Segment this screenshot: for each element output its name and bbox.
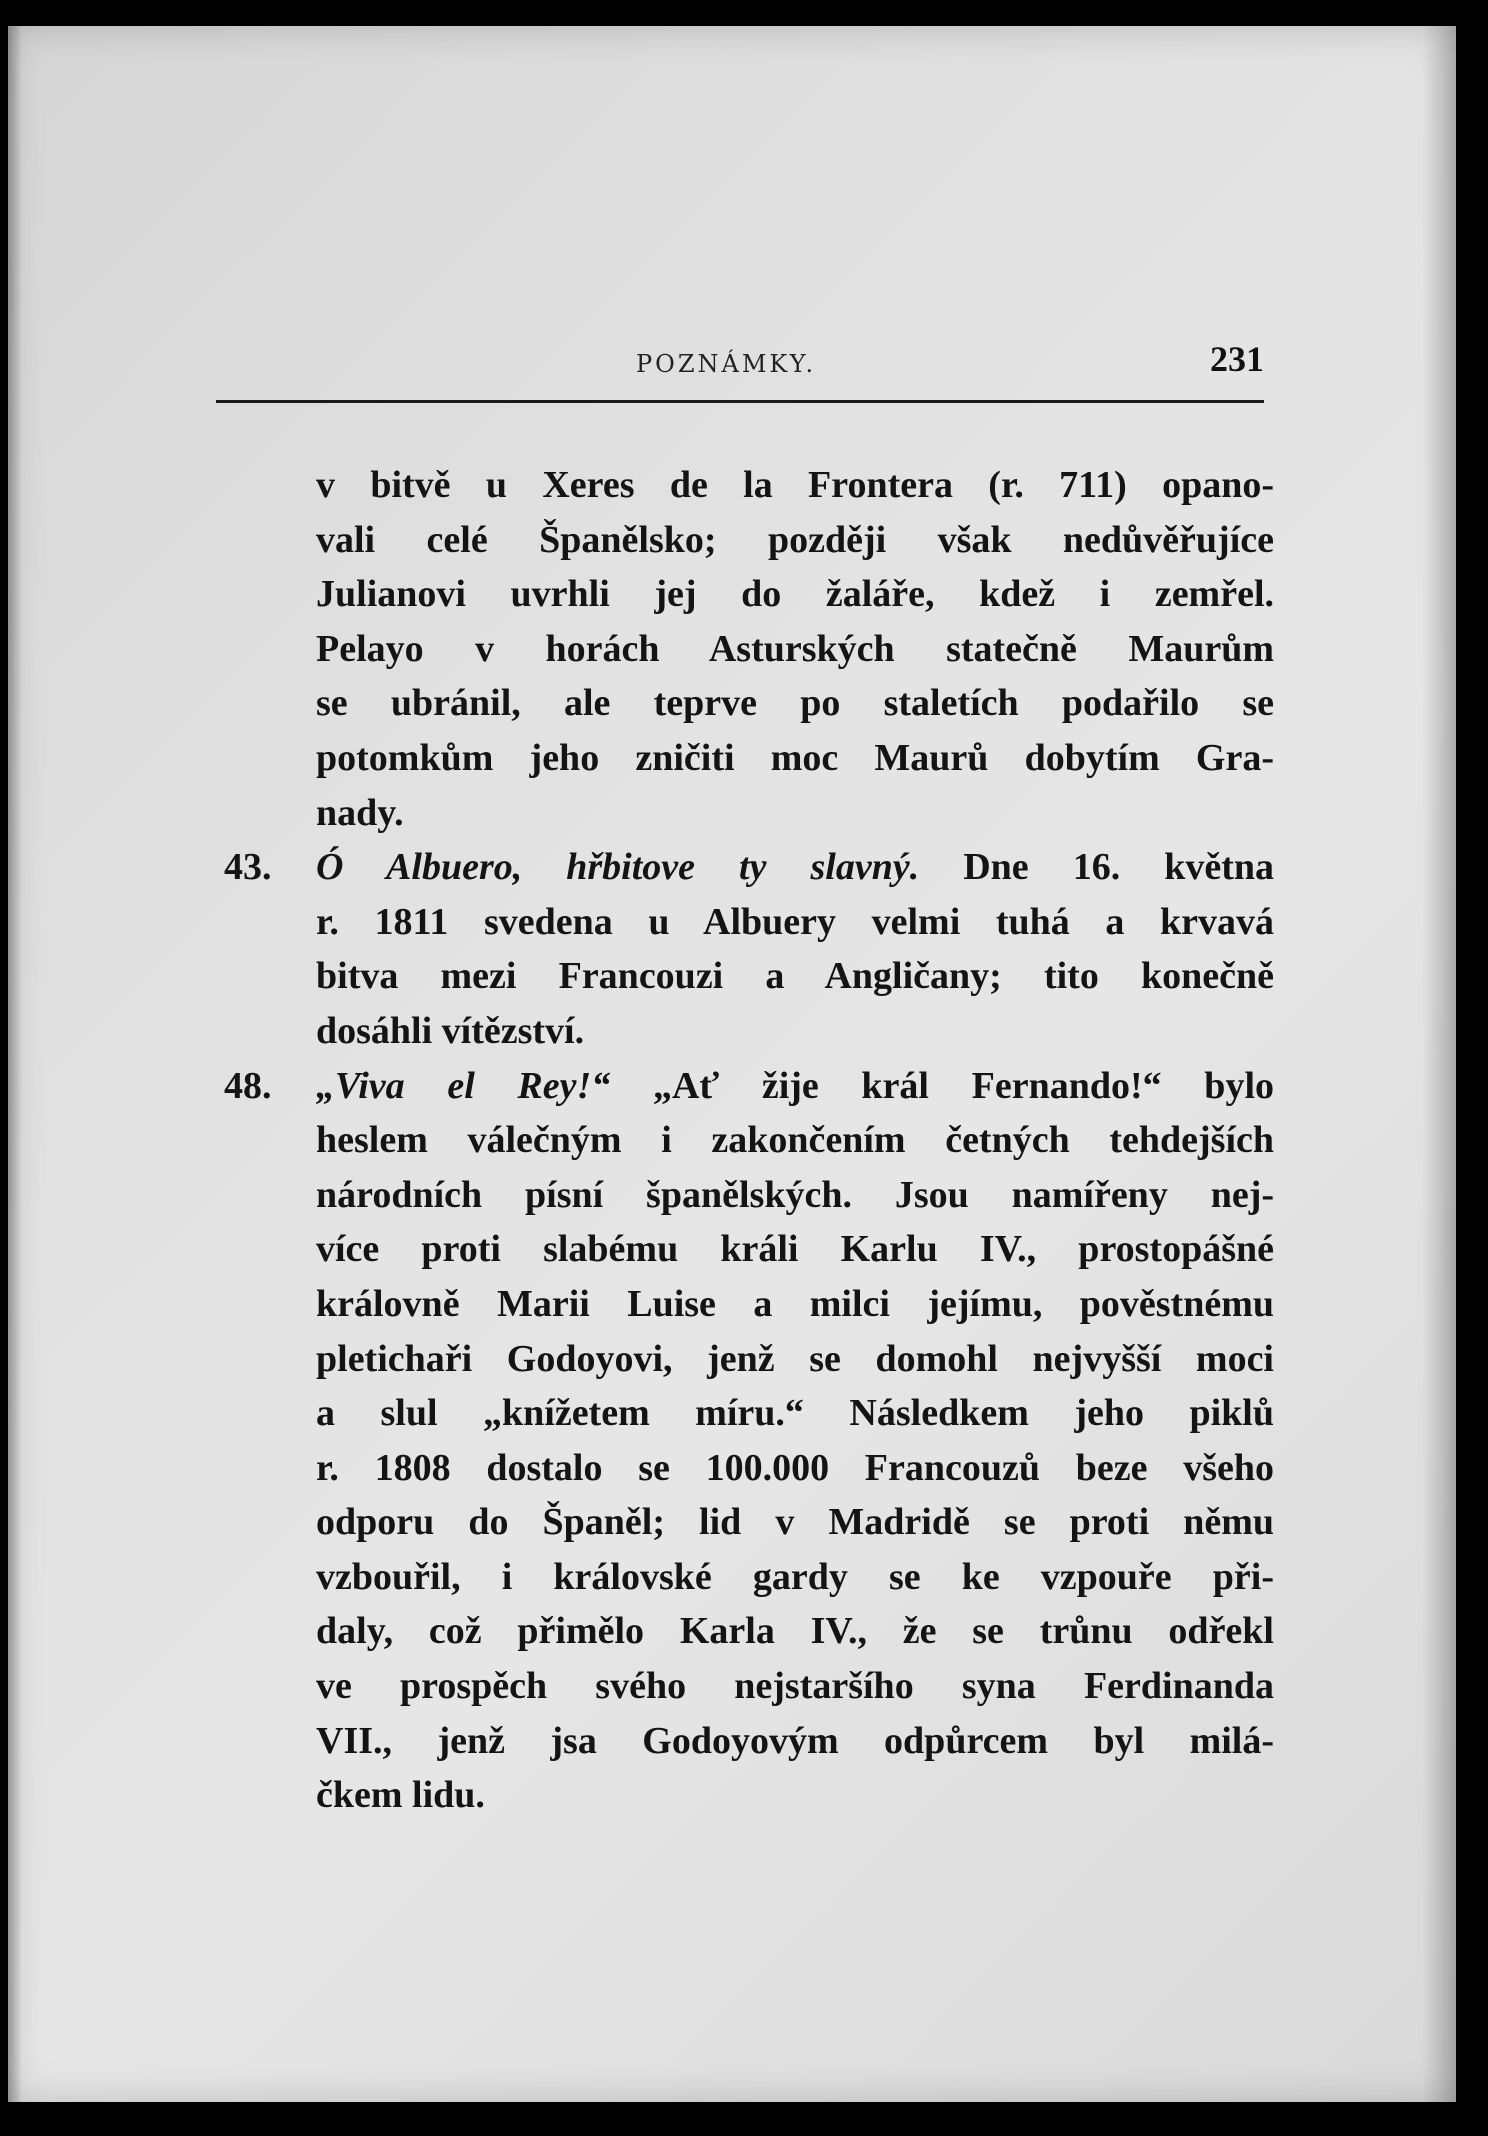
note-number: 43.	[224, 846, 272, 889]
note-48-first-line	[224, 1059, 1274, 1114]
notes-body	[224, 458, 1274, 1823]
note-lemma: Ó Albuero, hřbitove ty slavný.	[316, 846, 920, 889]
header-rule	[216, 400, 1264, 403]
text-line: Pelayo v horách Asturských statečně Maurům	[316, 627, 1274, 670]
page-right-edge	[1422, 26, 1456, 2102]
text-line: ve prospěch svého nejstaršího syna Ferdinanda	[316, 1665, 1274, 1708]
note-number: 48.	[224, 1064, 272, 1107]
text-line: čkem lidu.	[316, 1774, 485, 1817]
page-left-edge	[8, 26, 22, 2102]
text-line: heslem válečným i zakončením četných tehdejších	[316, 1119, 1274, 1162]
text-line: se ubránil, ale teprve po staletích podařilo se	[316, 682, 1274, 725]
text-line: více proti slabému králi Karlu IV., prostopášné	[316, 1228, 1274, 1271]
text-line: nady.	[316, 791, 404, 834]
text-line: královně Marii Luise a milci jejímu, pověstnému	[316, 1282, 1274, 1325]
note-lemma: „Viva el Rey!“	[316, 1064, 611, 1107]
text-line: r. 1811 svedena u Albuery velmi tuhá a krvavá	[316, 900, 1274, 943]
page-header	[216, 322, 1264, 382]
text-line: vali celé Španělsko; později však nedůvěřujíce	[316, 518, 1274, 561]
note-text: Dne 16. května	[963, 846, 1275, 889]
text-line: a slul „knížetem míru.“ Následkem jeho piklů	[316, 1392, 1274, 1435]
text-line: potomkům jeho zničiti moc Maurů dobytím Gra-	[316, 736, 1274, 779]
running-head: POZNÁMKY.	[636, 350, 817, 378]
page-number: 231	[1210, 339, 1264, 379]
note-43-first-line	[224, 840, 1274, 895]
text-line: odporu do Španěl; lid v Madridě se proti němu	[316, 1501, 1274, 1544]
text-line: daly, což přimělo Karla IV., že se trůnu odřekl	[316, 1610, 1274, 1653]
text-line: Julianovi uvrhli jej do žaláře, kdež i zemřel.	[316, 573, 1274, 616]
note-text: „Ať žije král Fernando!“ bylo	[652, 1064, 1274, 1107]
text-line: VII., jenž jsa Godoyovým odpůrcem byl milá-	[316, 1719, 1274, 1762]
text-line: v bitvě u Xeres de la Frontera (r. 711) opano-	[316, 464, 1274, 506]
text-line: pletichaři Godoyovi, jenž se domohl nejvyšší moci	[316, 1337, 1274, 1380]
text-line: r. 1808 dostalo se 100.000 Francouzů beze všeho	[316, 1446, 1274, 1489]
text-line: bitva mezi Francouzi a Angličany; tito konečně	[316, 955, 1274, 998]
text-line: dosáhli vítězství.	[316, 1009, 585, 1052]
text-line: vzbouřil, i královské gardy se ke vzpouře při-	[316, 1555, 1274, 1598]
text-line: národních písní španělských. Jsou namířeny nej-	[316, 1173, 1274, 1216]
